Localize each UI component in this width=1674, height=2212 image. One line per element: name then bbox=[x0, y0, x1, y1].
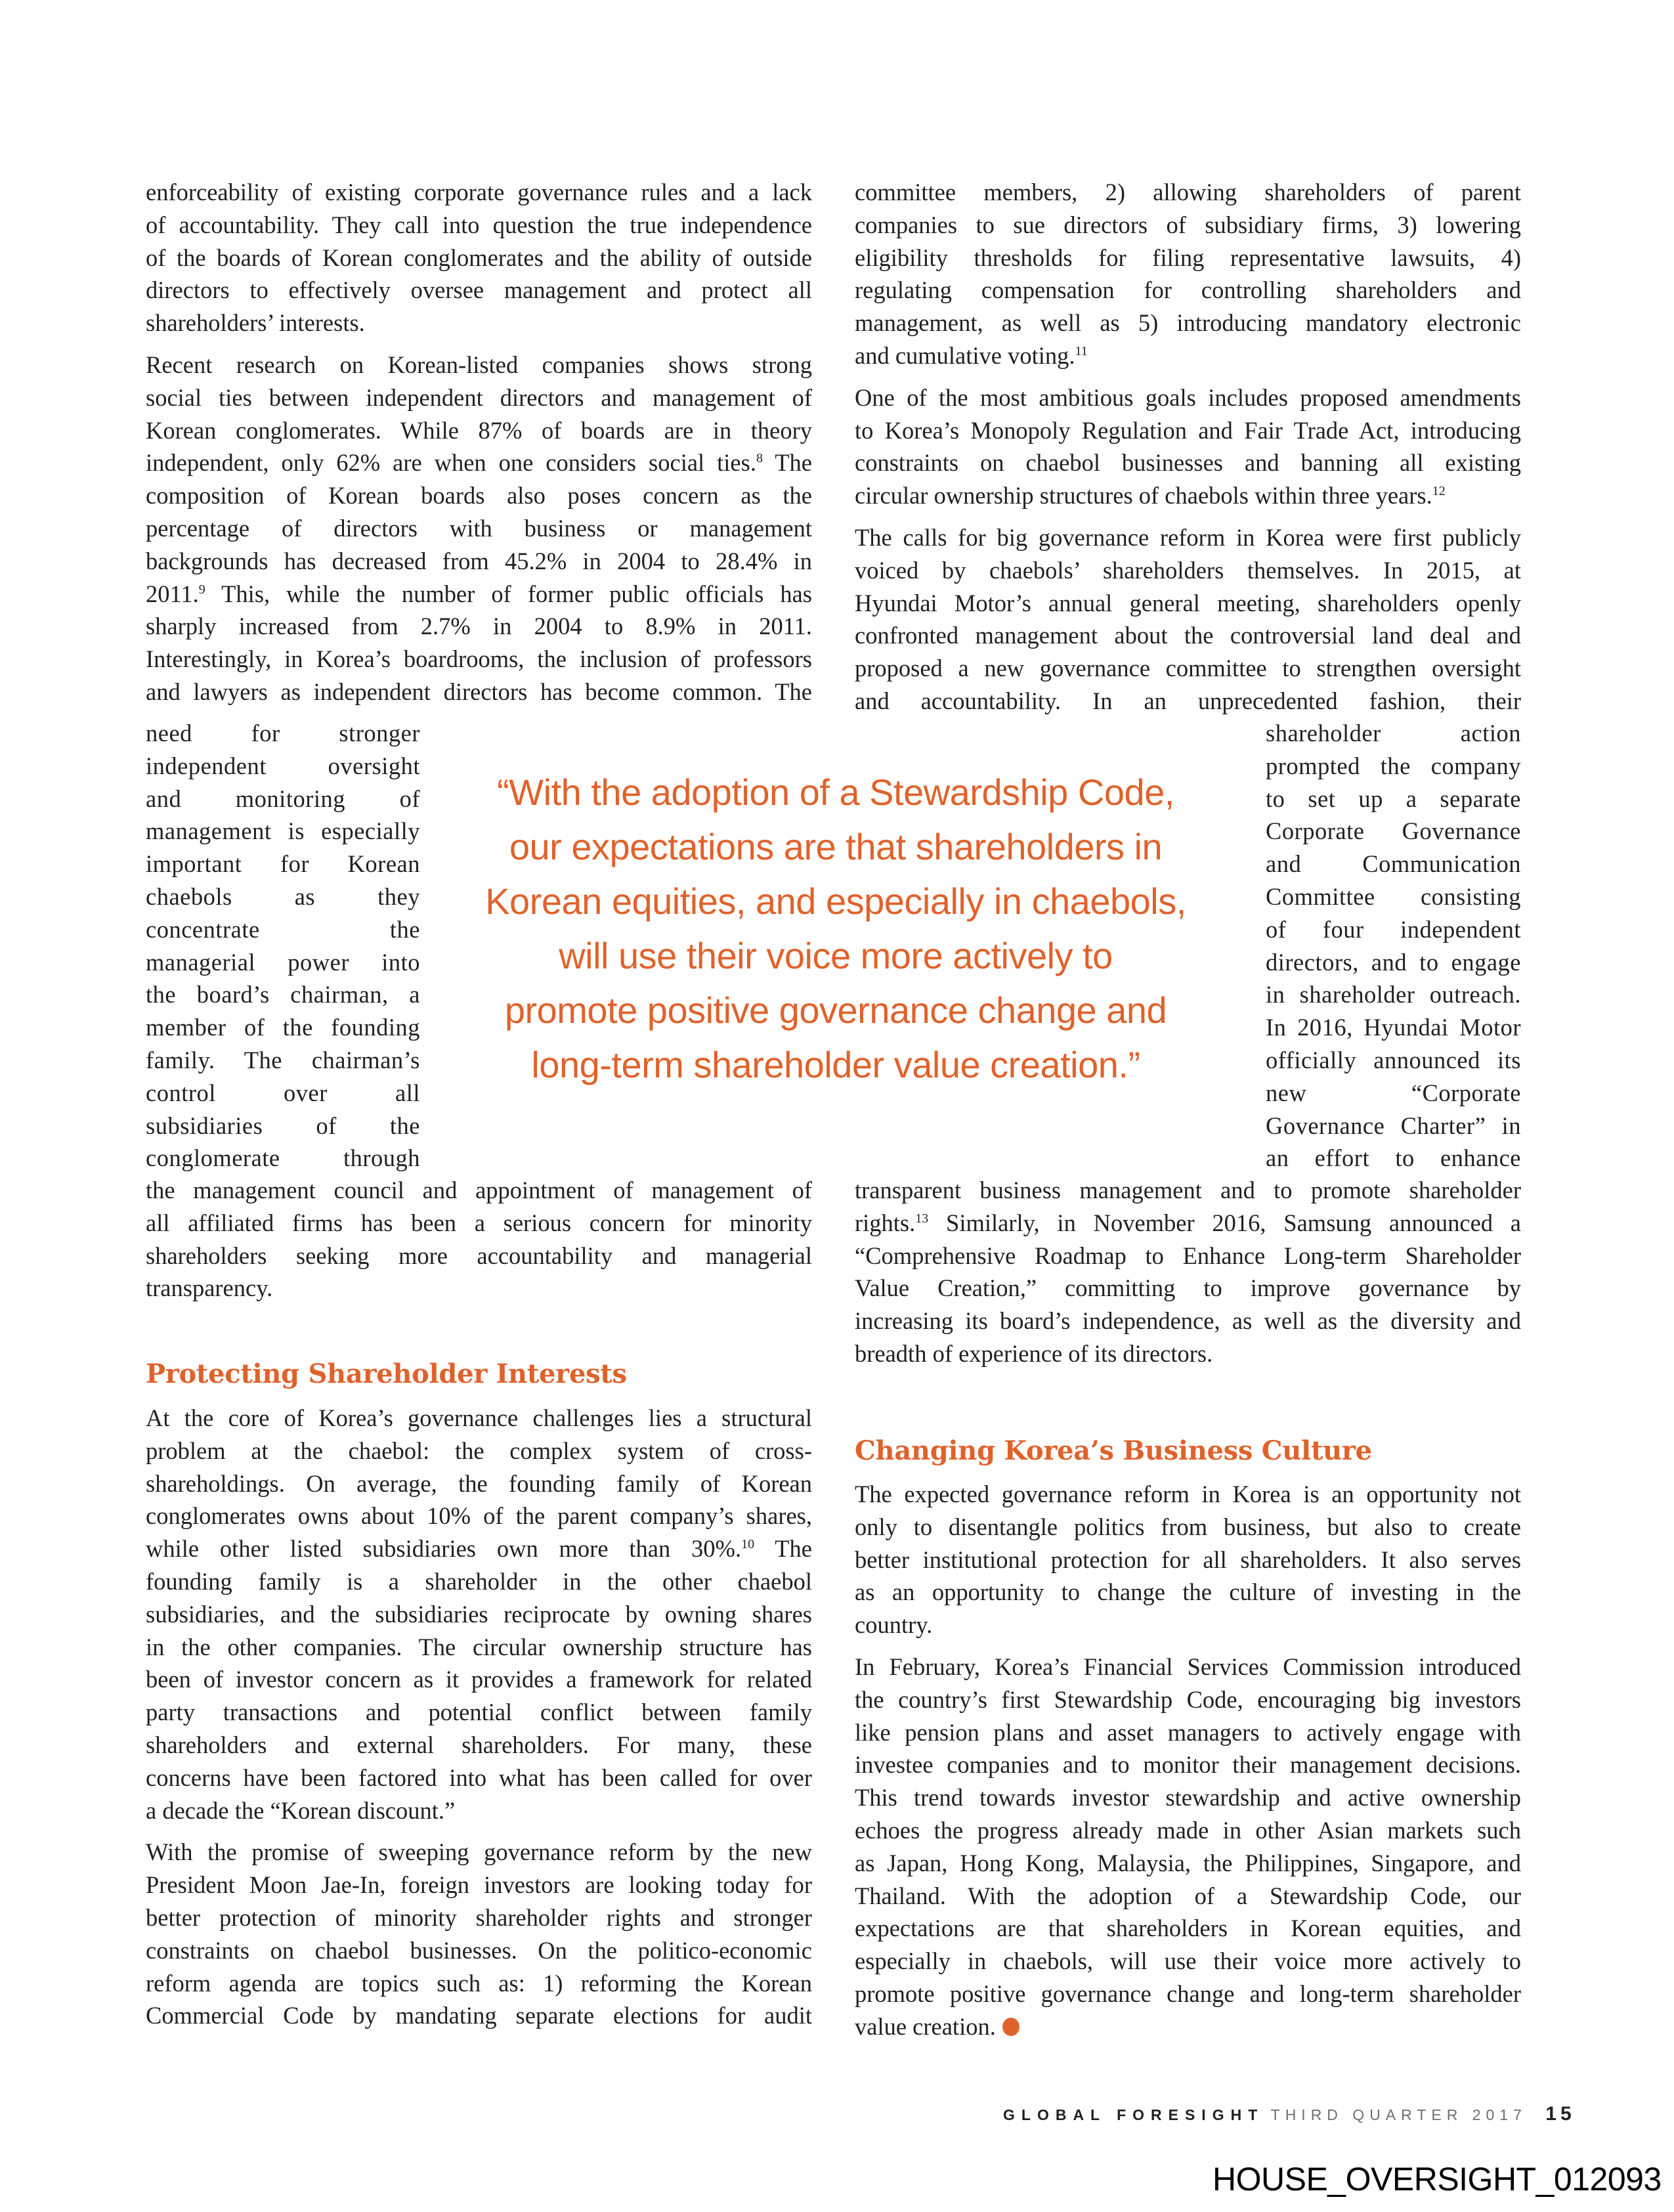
text-line: Thailand. With the adoption of a Stewardship Code, our bbox=[855, 1882, 1521, 1909]
text-line: Korean conglomerates. While 87% of boards are in theory bbox=[146, 416, 812, 444]
text-line: independent oversight bbox=[146, 752, 420, 779]
text-line: shareholders and external shareholders. For many, these bbox=[146, 1731, 812, 1758]
text-line: Value Creation,” committing to improve governance by bbox=[855, 1274, 1521, 1302]
right-column-tail bbox=[855, 1174, 1521, 1370]
right-wrap-column bbox=[1266, 717, 1521, 1175]
text-line: and lawyers as independent directors has become common. The bbox=[146, 678, 812, 705]
text-line: officially announced its bbox=[1266, 1046, 1521, 1073]
text-line: shareholders’ interests. bbox=[146, 309, 365, 337]
footnote-ref: 10 bbox=[741, 1537, 755, 1552]
text-line: management, as well as 5) introducing mandatory electronic bbox=[855, 309, 1521, 337]
text-line: With the promise of sweeping governance reform by the new bbox=[146, 1838, 812, 1866]
text-line bbox=[855, 2010, 1521, 2043]
text-line: new “Corporate bbox=[1266, 1079, 1521, 1106]
text-line: composition of Korean boards also poses concern as the bbox=[146, 482, 812, 510]
footnote-ref: 12 bbox=[1432, 484, 1446, 499]
left-paragraph-2 bbox=[146, 349, 812, 708]
text-line: increasing its board’s independence, as well as the diversity and bbox=[855, 1307, 1521, 1335]
text-line: investee companies and to monitor their management decisions. bbox=[855, 1751, 1521, 1779]
text-line: social ties between independent directors and management of bbox=[146, 383, 812, 411]
text-line: as Japan, Hong Kong, Malaysia, the Philippines, Singapore, and bbox=[855, 1849, 1521, 1876]
text-line: and accountability. In an unprecedented fashion, their bbox=[855, 687, 1521, 714]
text-fragment: rights. bbox=[855, 1209, 916, 1236]
text-line: promote positive governance change and long-term shareholder bbox=[855, 1980, 1521, 2007]
text-line: in shareholder outreach. bbox=[1266, 981, 1521, 1008]
end-of-article-dot-icon bbox=[1002, 2018, 1019, 2036]
pull-quote-line: “With the adoption of a Stewardship Code, bbox=[497, 771, 1174, 813]
pull-quote-line: Korean equities, and especially in chaebols, bbox=[485, 880, 1186, 922]
pull-quote-line: long-term shareholder value creation.” bbox=[531, 1044, 1140, 1085]
text-line: managerial power into bbox=[146, 948, 420, 976]
footnote-ref: 11 bbox=[1075, 343, 1088, 358]
text-line: “Comprehensive Roadmap to Enhance Long-term Shareholder bbox=[855, 1242, 1521, 1269]
page-footer bbox=[1003, 2103, 1576, 2125]
text-line: only to disentangle politics from business, but also to create bbox=[855, 1513, 1521, 1540]
text-line: concerns have been factored into what has been called for over bbox=[146, 1764, 812, 1791]
right-paragraph-3 bbox=[855, 521, 1521, 718]
text-line: shareholdings. On average, the founding family of Korean bbox=[146, 1469, 812, 1497]
text-line: This trend towards investor stewardship and active ownership bbox=[855, 1784, 1521, 1811]
text-line: backgrounds has decreased from 45.2% in 2004 to 28.4% in bbox=[146, 547, 812, 575]
text-fragment: independent, only 62% are when one considers social ties. bbox=[146, 449, 756, 477]
text-line: to set up a separate bbox=[1266, 785, 1521, 812]
text-line: of four independent bbox=[1266, 915, 1521, 943]
text-fragment: circular ownership structures of chaebols within three years. bbox=[855, 482, 1432, 510]
text-line: confronted management about the controversial land deal and bbox=[855, 622, 1521, 649]
text-line: reform agenda are topics such as: 1) reforming the Korean bbox=[146, 1969, 812, 1997]
text-fragment: while other listed subsidiaries own more than 30%. bbox=[146, 1535, 742, 1563]
pull-quote-line: our expectations are that shareholders in bbox=[509, 826, 1163, 867]
text-line: percentage of directors with business or management bbox=[146, 514, 812, 542]
text-line: and Communication bbox=[1266, 850, 1521, 878]
text-line: chaebols as they bbox=[146, 882, 420, 910]
text-line: regulating compensation for controlling shareholders and bbox=[855, 276, 1521, 304]
text-line: In February, Korea’s Financial Services Commission introduced bbox=[855, 1653, 1521, 1680]
text-line: voiced by chaebols’ shareholders themselves. In 2015, at bbox=[855, 556, 1521, 584]
text-line: One of the most ambitious goals includes proposed amendments bbox=[855, 383, 1521, 411]
text-line: committee members, 2) allowing shareholders of parent bbox=[855, 179, 1521, 206]
section-heading-protecting-shareholder-interests: Protecting Shareholder Interests bbox=[146, 1358, 627, 1389]
left-paragraph-1 bbox=[146, 176, 812, 339]
text-line: and monitoring of bbox=[146, 785, 420, 812]
left-column bbox=[146, 176, 812, 708]
right-paragraph-2 bbox=[855, 381, 1521, 512]
footnote-ref: 8 bbox=[756, 451, 763, 466]
text-fragment: value creation. bbox=[855, 2012, 996, 2040]
text-line bbox=[146, 1532, 812, 1565]
text-line: the board’s chairman, a bbox=[146, 981, 420, 1008]
text-line: subsidiaries of the bbox=[146, 1112, 420, 1139]
text-line: problem at the chaebol: the complex system of cross- bbox=[146, 1437, 812, 1464]
text-line: The expected governance reform in Korea is an opportunity not bbox=[855, 1481, 1521, 1507]
text-line: Commercial Code by mandating separate elections for audit bbox=[146, 2002, 812, 2029]
text-line: been of investor concern as it provides a framework for related bbox=[146, 1666, 812, 1693]
text-line: prompted the company bbox=[1266, 752, 1521, 779]
text-fragment: and cumulative voting. bbox=[855, 341, 1075, 369]
text-line: In 2016, Hyundai Motor bbox=[1266, 1014, 1521, 1041]
text-line: At the core of Korea’s governance challenges lies a structural bbox=[146, 1404, 812, 1431]
right-column bbox=[855, 176, 1521, 718]
footnote-ref: 13 bbox=[915, 1211, 929, 1226]
text-line: sharply increased from 2.7% in 2004 to 8.9% in 2011. bbox=[146, 613, 812, 640]
left-column-section-2 bbox=[146, 1402, 812, 2041]
text-line: Hyundai Motor’s annual general meeting, shareholders openly bbox=[855, 589, 1521, 617]
pull-quote bbox=[439, 765, 1233, 1092]
text-line bbox=[855, 339, 1521, 372]
text-line: the country’s first Stewardship Code, encouraging big investors bbox=[855, 1685, 1521, 1713]
text-line: all affiliated firms has been a serious concern for minority bbox=[146, 1209, 812, 1236]
footnote-ref: 9 bbox=[198, 582, 205, 597]
text-line: subsidiaries, and the subsidiaries reciprocate by owning shares bbox=[146, 1600, 812, 1628]
text-line: constraints on chaebol businesses and banning all existing bbox=[855, 449, 1521, 477]
text-line bbox=[146, 446, 812, 479]
text-line: shareholder action bbox=[1266, 720, 1521, 747]
text-line: conglomerate through bbox=[146, 1144, 420, 1172]
text-line: control over all bbox=[146, 1079, 420, 1106]
text-line: better institutional protection for all shareholders. It also serves bbox=[855, 1546, 1521, 1573]
text-line: Committee consisting bbox=[1266, 882, 1521, 910]
text-line: like pension plans and asset managers to actively engage with bbox=[855, 1718, 1521, 1746]
publication-name: GLOBAL FORESIGHT bbox=[1003, 2106, 1264, 2123]
text-line: directors to effectively oversee management and protect all bbox=[146, 276, 812, 304]
text-line: important for Korean bbox=[146, 850, 420, 878]
text-fragment: This, while the number of former public officials has bbox=[205, 580, 812, 607]
pull-quote-line: will use their voice more actively to bbox=[559, 935, 1113, 976]
text-line: need for stronger bbox=[146, 720, 420, 747]
text-line bbox=[855, 1207, 1521, 1240]
page-number: 15 bbox=[1545, 2103, 1576, 2125]
text-line: shareholders seeking more accountability and managerial bbox=[146, 1242, 812, 1269]
text-fragment: The bbox=[754, 1535, 812, 1563]
text-line: constraints on chaebol businesses. On the politico-economic bbox=[146, 1936, 812, 1964]
text-line: expectations are that shareholders in Korean equities, and bbox=[855, 1915, 1521, 1942]
text-line: enforceability of existing corporate governance rules and a lack bbox=[146, 179, 812, 206]
text-line: companies to sue directors of subsidiary firms, 3) lowering bbox=[855, 211, 1521, 238]
text-line: especially in chaebols, will use their voice more actively to bbox=[855, 1947, 1521, 1975]
text-line: founding family is a shareholder in the other chaebol bbox=[146, 1567, 812, 1595]
text-fragment: Similarly, in November 2016, Samsung announced a bbox=[928, 1209, 1521, 1236]
right-paragraph-4 bbox=[855, 1478, 1521, 1641]
text-line: family. The chairman’s bbox=[146, 1046, 420, 1073]
text-line: Corporate Governance bbox=[1266, 817, 1521, 845]
text-line: President Moon Jae-In, foreign investors are looking today for bbox=[146, 1871, 812, 1899]
text-line: an effort to enhance bbox=[1266, 1144, 1521, 1172]
text-line: concentrate the bbox=[146, 915, 420, 943]
text-line: the management council and appointment of management of bbox=[146, 1177, 812, 1204]
text-line bbox=[146, 578, 812, 611]
left-wrap-column bbox=[146, 717, 420, 1175]
text-line: member of the founding bbox=[146, 1014, 420, 1041]
text-line: to Korea’s Monopoly Regulation and Fair Trade Act, introducing bbox=[855, 416, 1521, 444]
text-line: of accountability. They call into question the true independence bbox=[146, 211, 812, 238]
text-line: party transactions and potential conflict between family bbox=[146, 1699, 812, 1726]
left-column-tail bbox=[146, 1174, 812, 1305]
text-line: as an opportunity to change the culture of investing in the bbox=[855, 1578, 1521, 1606]
text-line bbox=[855, 479, 1521, 512]
text-line: country. bbox=[855, 1611, 933, 1639]
bates-number: HOUSE_OVERSIGHT_012093 bbox=[1213, 2161, 1662, 2198]
section-heading-changing-business-culture: Changing Korea’s Business Culture bbox=[855, 1435, 1372, 1466]
text-line: conglomerates owns about 10% of the parent company’s shares, bbox=[146, 1502, 812, 1530]
text-line: The calls for big governance reform in Korea were first publicly bbox=[855, 523, 1521, 551]
text-line: proposed a new governance committee to strengthen oversight bbox=[855, 655, 1521, 682]
text-line: directors, and to engage bbox=[1266, 948, 1521, 976]
text-line: Recent research on Korean-listed companies shows strong bbox=[146, 351, 812, 378]
text-fragment: 2011. bbox=[146, 580, 199, 607]
text-line: of the boards of Korean conglomerates and the ability of outside bbox=[146, 244, 812, 271]
text-line: a decade the “Korean discount.” bbox=[146, 1796, 456, 1824]
right-paragraph-1 bbox=[855, 176, 1521, 372]
pull-quote-line: promote positive governance change and bbox=[504, 989, 1167, 1031]
left-paragraph-3 bbox=[146, 1402, 812, 1827]
text-line: echoes the progress already made in other Asian markets such bbox=[855, 1816, 1521, 1844]
text-line: breadth of experience of its directors. bbox=[855, 1339, 1213, 1367]
text-line: in the other companies. The circular ownership structure has bbox=[146, 1633, 812, 1660]
text-fragment: The bbox=[762, 449, 812, 477]
right-column-section-2 bbox=[855, 1478, 1521, 2052]
text-line: Governance Charter” in bbox=[1266, 1112, 1521, 1139]
text-line: management is especially bbox=[146, 817, 420, 845]
right-paragraph-5 bbox=[855, 1651, 1521, 2043]
text-line: transparent business management and to promote shareholder bbox=[855, 1177, 1521, 1204]
text-line: eligibility thresholds for filing representative lawsuits, 4) bbox=[855, 244, 1521, 271]
text-line: better protection of minority shareholder rights and stronger bbox=[146, 1903, 812, 1931]
issue-label: THIRD QUARTER 2017 bbox=[1270, 2106, 1527, 2123]
text-line: Interestingly, in Korea’s boardrooms, the inclusion of professors bbox=[146, 645, 812, 673]
text-line: transparency. bbox=[146, 1274, 273, 1302]
left-paragraph-4 bbox=[146, 1836, 812, 2032]
